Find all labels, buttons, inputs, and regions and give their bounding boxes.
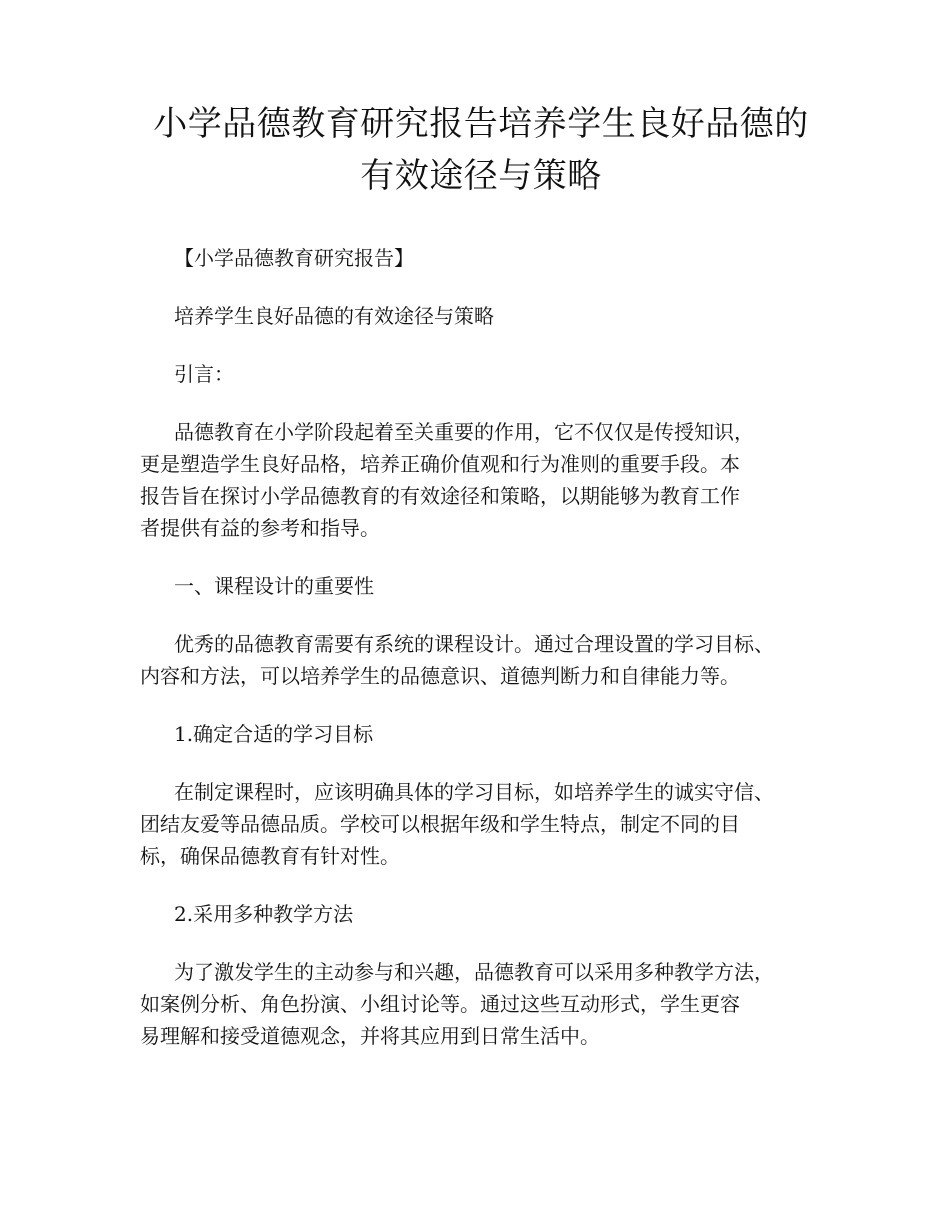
text-line: 团结友爱等品德品质。学校可以根据年级和学生特点，制定不同的目	[140, 812, 740, 836]
text-line: 1.确定合适的学习目标	[174, 722, 374, 746]
text-line: 如案例分析、角色扮演、小组讨论等。通过这些互动形式，学生更容	[140, 992, 740, 1016]
text-line: 【小学品德教育研究报告】	[174, 246, 414, 270]
text-line: 更是塑造学生良好品格，培养正确价值观和行为准则的重要手段。本	[140, 452, 740, 476]
text-line: 品德教育在小学阶段起着至关重要的作用，它不仅仅是传授知识，	[174, 420, 754, 444]
title-line-1: 小学品德教育研究报告培养学生良好品德的	[153, 104, 809, 144]
subsection-2-paragraph	[140, 956, 822, 1052]
text-line: 内容和方法，可以培养学生的品德意识、道德判断力和自律能力等。	[140, 664, 740, 688]
text-line: 为了激发学生的主动参与和兴趣，品德教育可以采用多种教学方法，	[174, 960, 774, 984]
report-subtitle	[140, 300, 822, 332]
text-line: 引言：	[174, 362, 234, 386]
title-line-2: 有效途径与策略	[360, 156, 602, 196]
text-line: 者提供有益的参考和指导。	[140, 516, 380, 540]
intro-paragraph	[140, 416, 822, 544]
text-line: 标，确保品德教育有针对性。	[140, 844, 400, 868]
subsection-heading-2	[140, 898, 822, 930]
text-line: 优秀的品德教育需要有系统的课程设计。通过合理设置的学习目标、	[174, 632, 774, 656]
subsection-heading-1	[140, 718, 822, 750]
text-line: 一、课程设计的重要性	[174, 574, 374, 598]
section-heading-1	[140, 570, 822, 602]
subsection-1-paragraph	[140, 776, 822, 872]
section-1-paragraph	[140, 628, 822, 692]
document-body	[140, 242, 822, 1052]
document-title	[140, 0, 822, 202]
text-line: 易理解和接受道德观念，并将其应用到日常生活中。	[140, 1024, 600, 1048]
report-label	[140, 242, 822, 274]
text-line: 报告旨在探讨小学品德教育的有效途径和策略，以期能够为教育工作	[140, 484, 740, 508]
intro-heading	[140, 358, 822, 390]
text-line: 培养学生良好品德的有效途径与策略	[174, 304, 494, 328]
text-line: 2.采用多种教学方法	[174, 902, 354, 926]
text-line: 在制定课程时，应该明确具体的学习目标，如培养学生的诚实守信、	[174, 780, 774, 804]
